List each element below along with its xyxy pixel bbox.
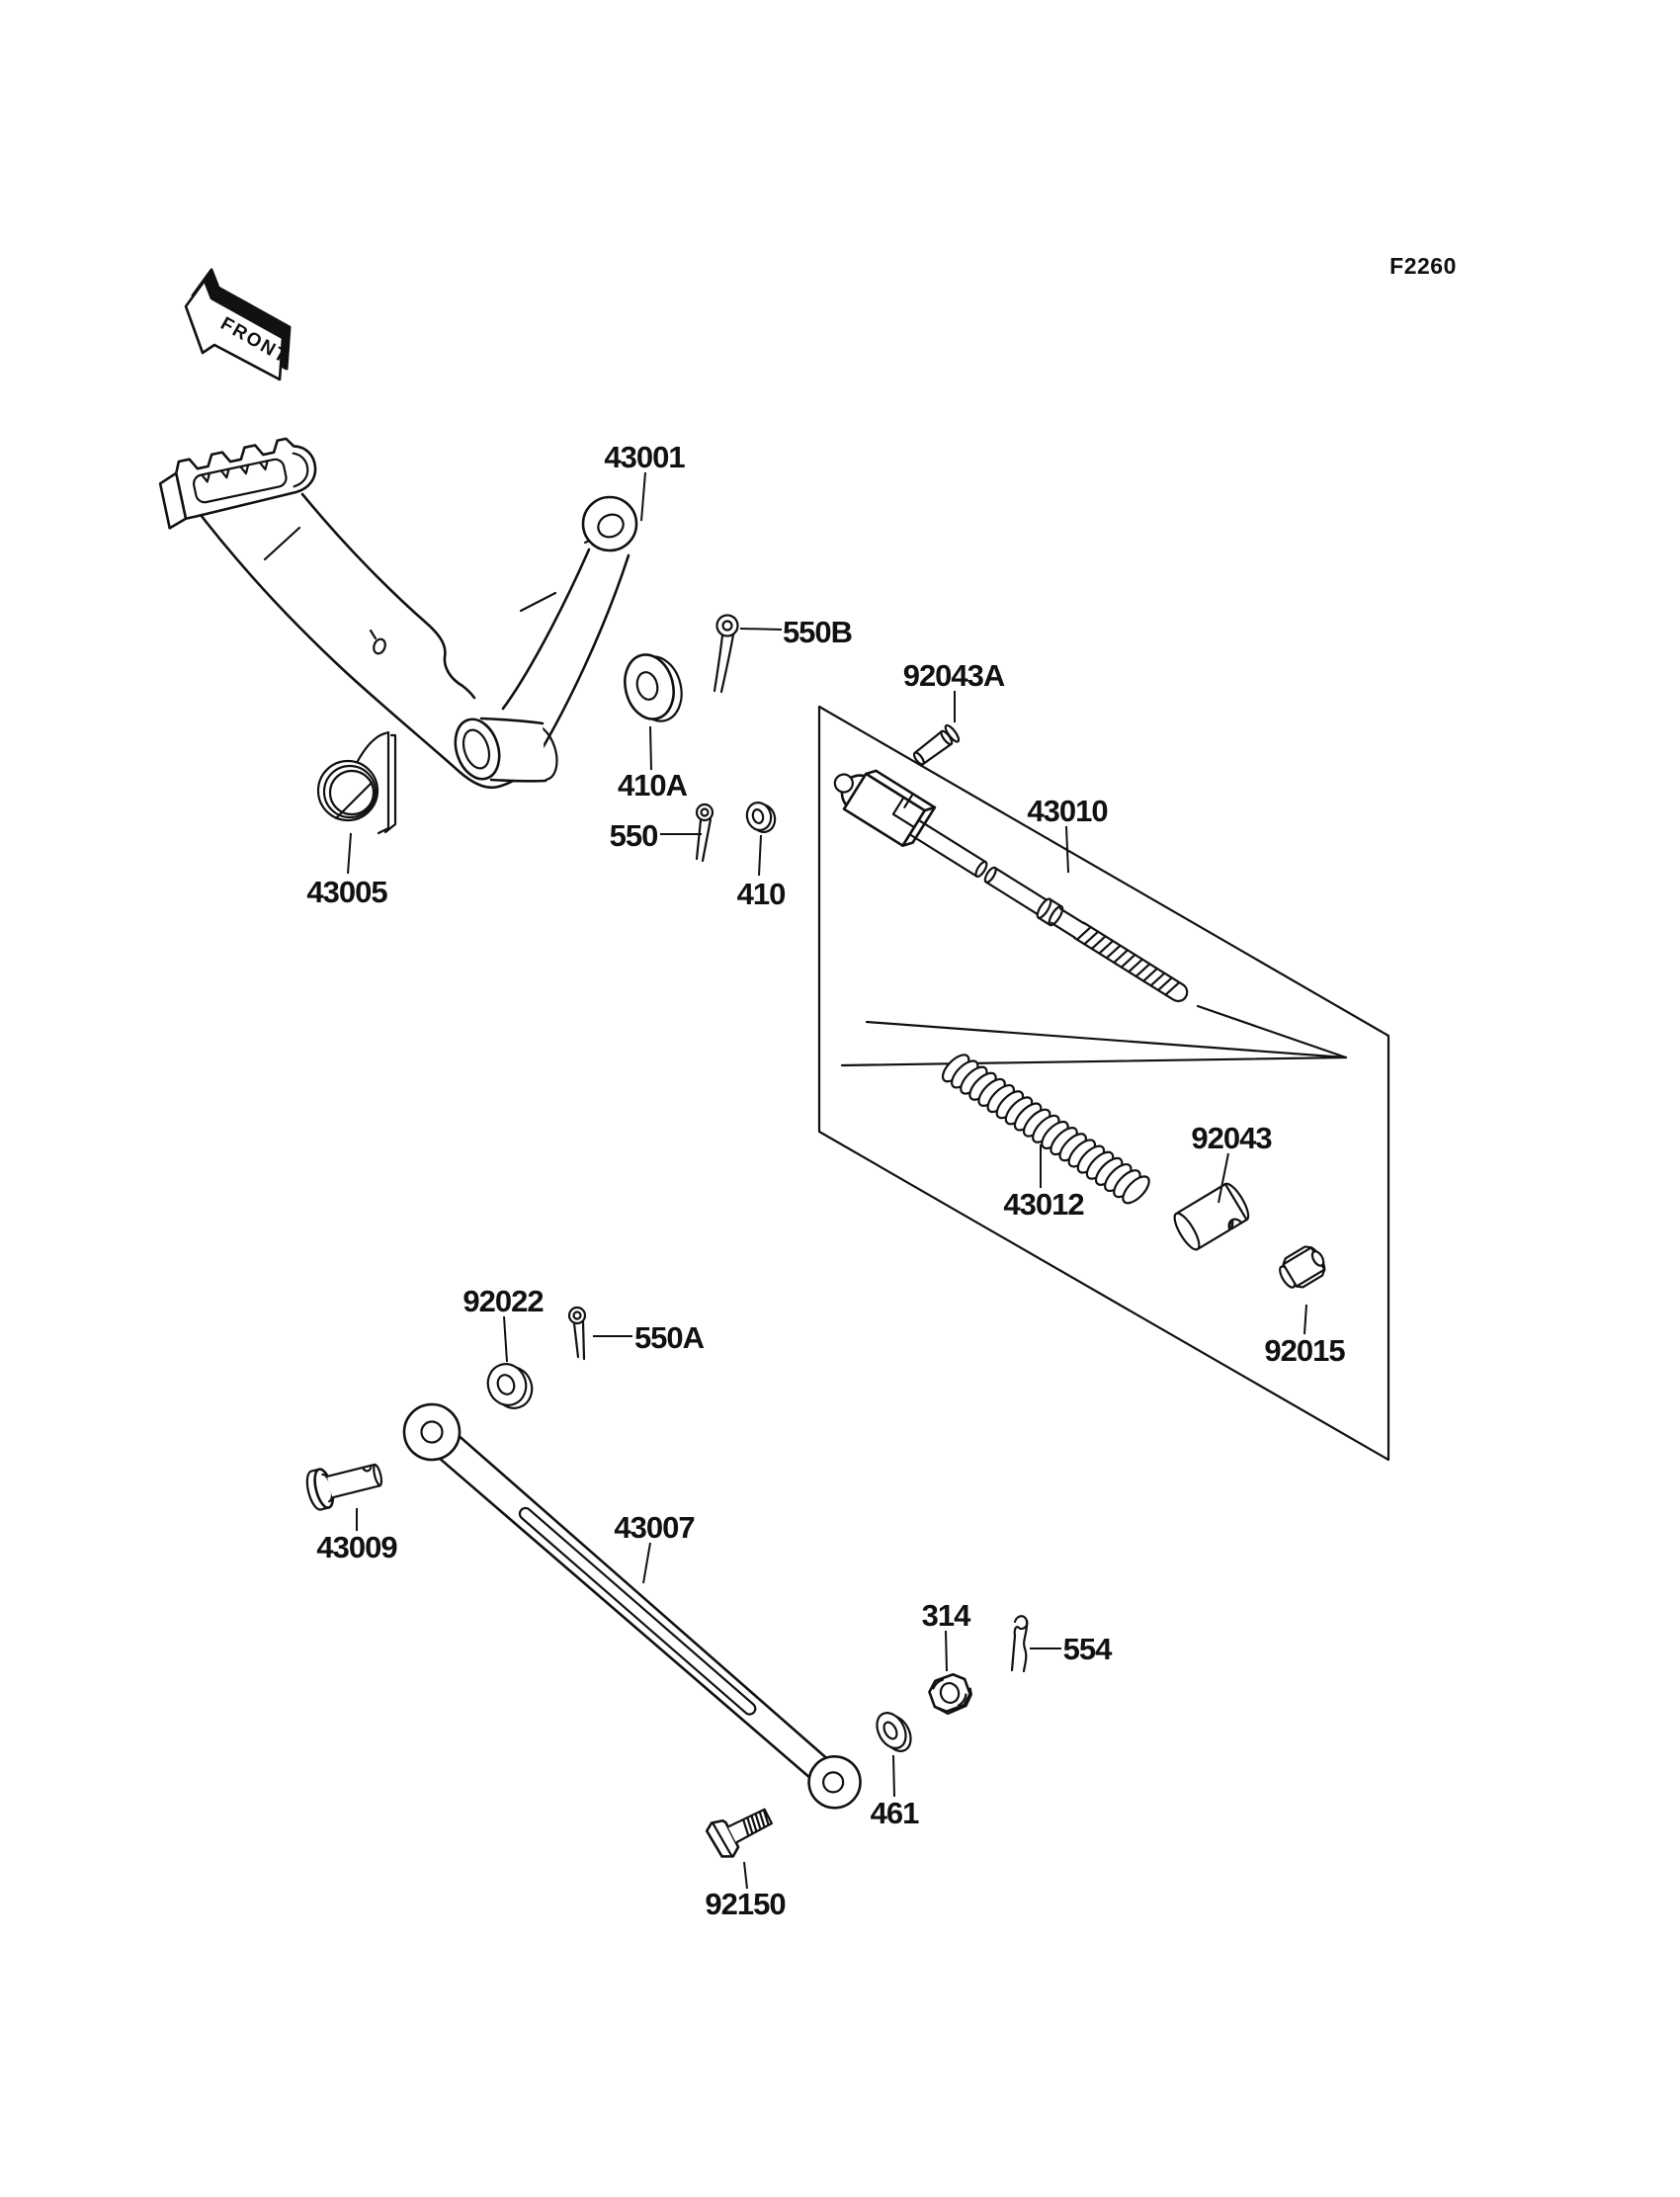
callout-461: 461 xyxy=(870,1796,919,1830)
callout-92043: 92043 xyxy=(1191,1121,1272,1155)
callout-43007: 43007 xyxy=(614,1510,695,1545)
callout-43001: 43001 xyxy=(604,440,685,474)
callout-410a: 410A xyxy=(617,768,688,803)
part-clevis-pin-43009 xyxy=(303,1455,384,1511)
part-cotter-pin-550 xyxy=(697,804,713,861)
part-cotter-pin-550b xyxy=(714,616,738,693)
callout-550b: 550B xyxy=(782,615,853,649)
drawing-code: F2260 xyxy=(1389,253,1457,279)
callout-43005: 43005 xyxy=(306,875,387,909)
part-bolt-92150 xyxy=(705,1799,777,1862)
callout-wedge xyxy=(842,1006,1346,1065)
leader-lines xyxy=(348,472,1306,1889)
callout-554: 554 xyxy=(1062,1632,1112,1666)
callout-43010: 43010 xyxy=(1027,794,1108,828)
part-clevis-pin-92043a xyxy=(910,723,961,768)
front-arrow xyxy=(186,270,293,380)
part-washer-410a xyxy=(619,649,689,726)
part-washer-92022 xyxy=(482,1359,538,1413)
part-rod-43010 xyxy=(825,755,1201,1015)
part-nut-92015 xyxy=(1275,1242,1331,1295)
callout-550: 550 xyxy=(609,818,658,853)
part-brake-pedal-43001 xyxy=(156,434,636,788)
callout-92022: 92022 xyxy=(462,1284,544,1318)
part-tie-rod-43007 xyxy=(392,1393,872,1819)
part-cotter-pin-550a xyxy=(569,1308,585,1359)
callout-43009: 43009 xyxy=(316,1530,397,1564)
callout-labels xyxy=(306,440,1345,1921)
callout-92015: 92015 xyxy=(1264,1333,1345,1368)
callout-314: 314 xyxy=(921,1598,970,1633)
part-pin-554 xyxy=(1012,1616,1027,1671)
part-washer-461 xyxy=(872,1708,917,1756)
part-joint-92043 xyxy=(1170,1181,1252,1253)
part-spring-43005 xyxy=(318,732,395,833)
part-washer-410 xyxy=(744,800,778,834)
callout-410: 410 xyxy=(736,877,786,911)
callout-43012: 43012 xyxy=(1003,1187,1084,1222)
callout-92043a: 92043A xyxy=(902,658,1005,693)
part-nut-314 xyxy=(927,1670,976,1717)
callout-550a: 550A xyxy=(633,1320,705,1355)
front-arrow-label: FRONT xyxy=(216,313,293,369)
callout-92150: 92150 xyxy=(705,1887,786,1921)
